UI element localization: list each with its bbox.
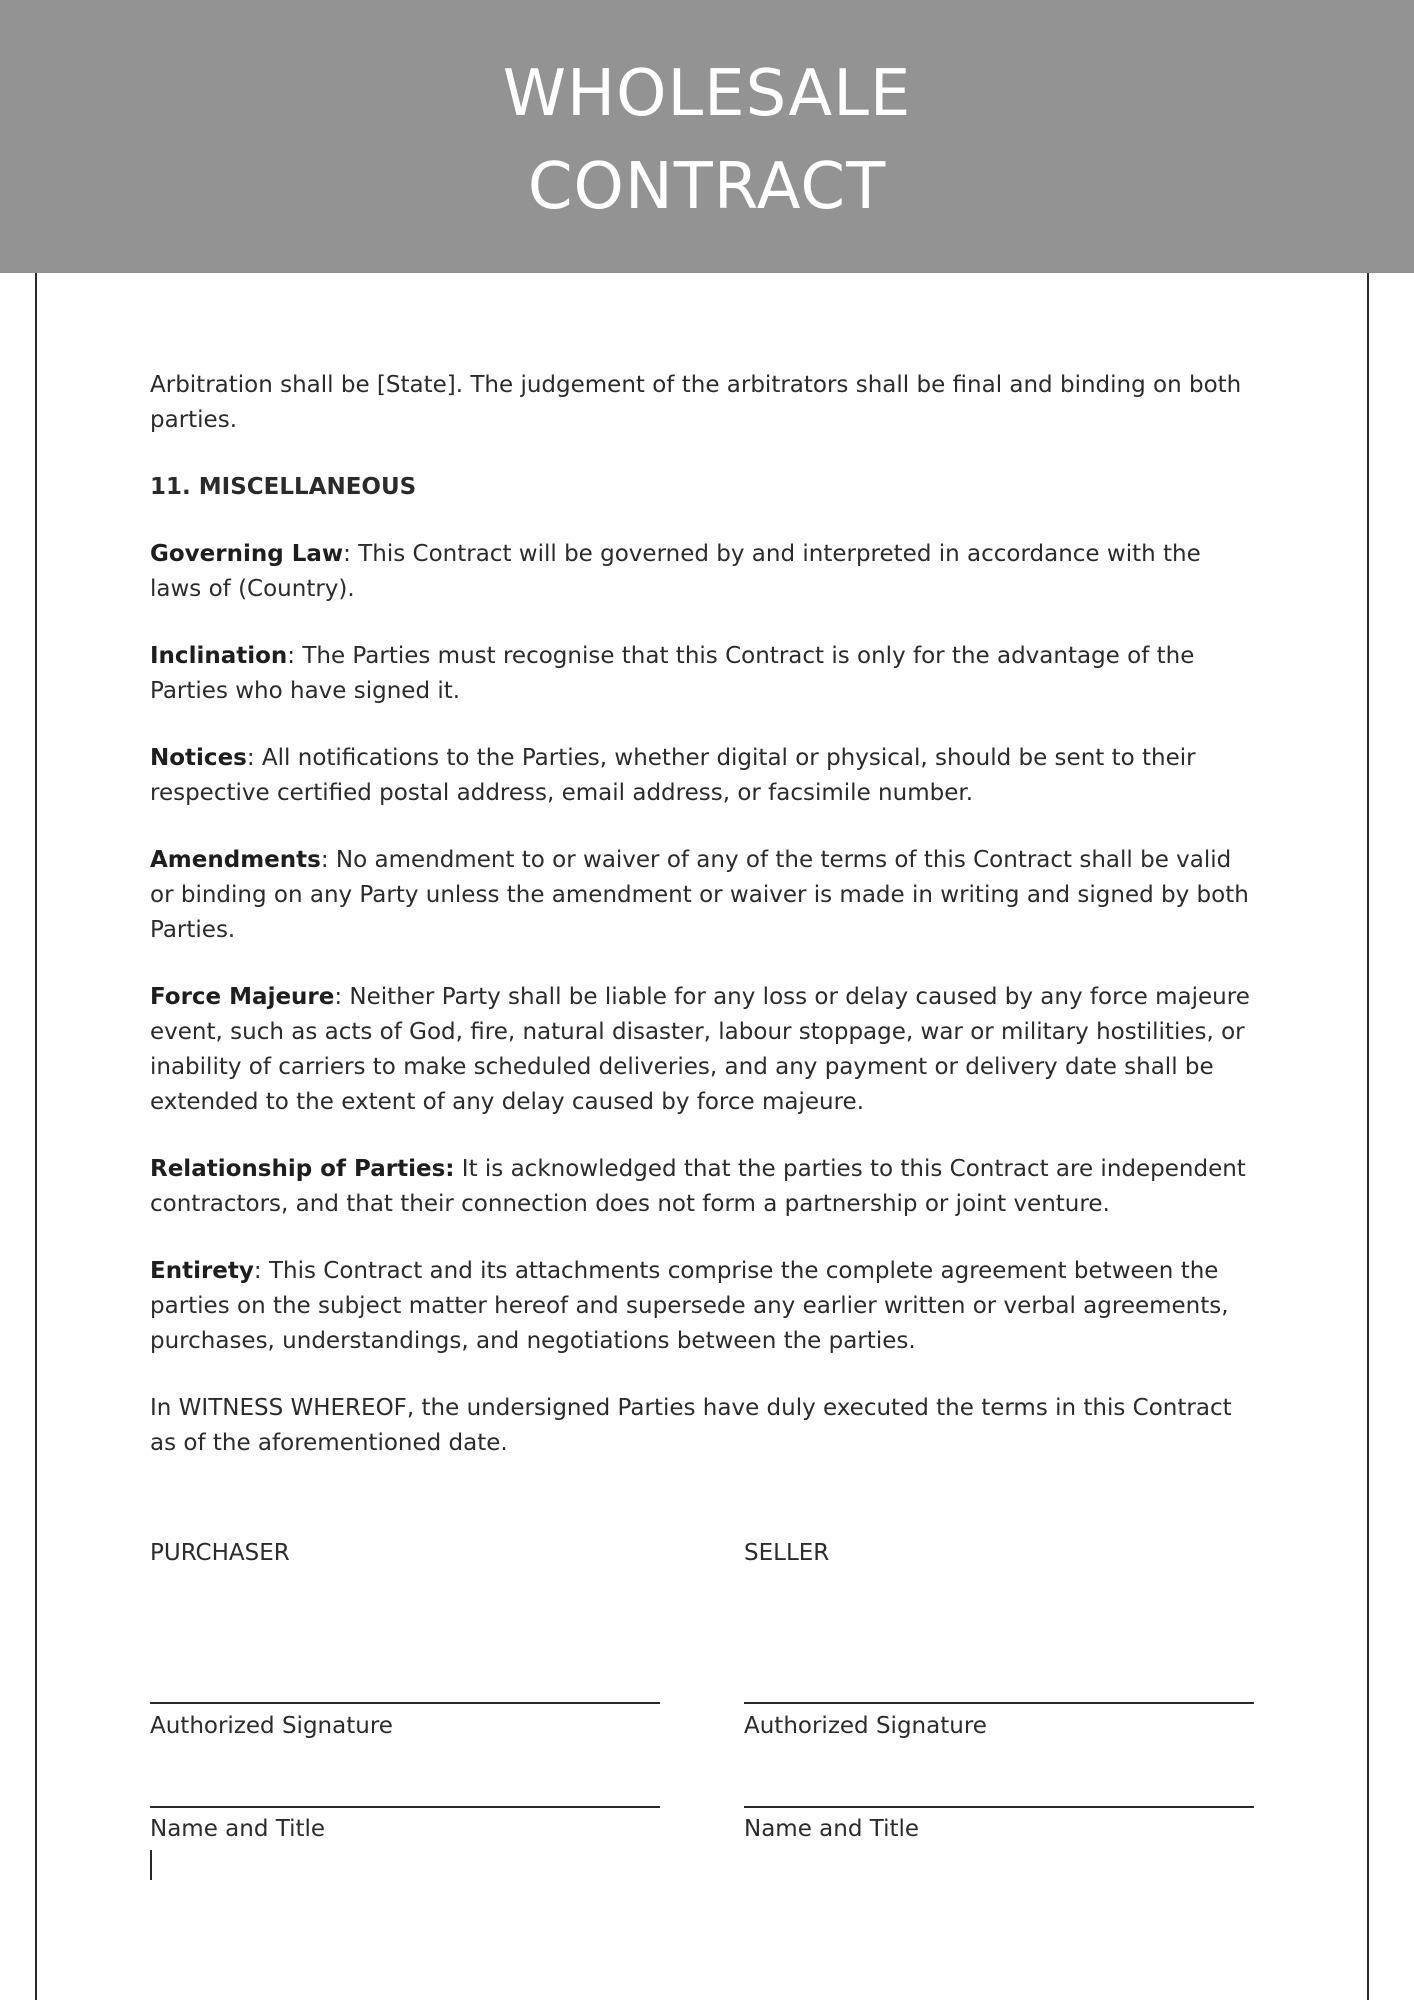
clause-separator: :	[246, 745, 255, 771]
clause-term: Relationship of Parties:	[150, 1156, 455, 1182]
clause-term: Inclination	[150, 643, 288, 669]
clause-term: Amendments	[150, 847, 321, 873]
clause-term: Governing Law	[150, 541, 344, 567]
seller-name-line[interactable]	[744, 1806, 1254, 1808]
seller-signature-line[interactable]	[744, 1702, 1254, 1704]
clause-force-majeure	[150, 980, 1250, 1120]
banner-title-line-1: WHOLESALE	[502, 57, 912, 131]
clause-term: Entirety	[150, 1258, 254, 1284]
document-body[interactable]	[150, 368, 1250, 1493]
clause-term: Force Majeure	[150, 984, 335, 1010]
purchaser-label: PURCHASER	[150, 1540, 290, 1566]
clause-separator: :	[287, 643, 296, 669]
clause-text: This Contract and its attachments comprise the complete agreement between the parties on the subject matter hereof and supersede any earlier written or verbal agreements, purchases, understandings, and negotiations between the parties.	[150, 1258, 1229, 1354]
clause-text: No amendment to or waiver of any of the terms of this Contract shall be valid or binding on any Party unless the amendment or waiver is made in writing and signed by both Parties.	[150, 847, 1249, 943]
seller-name-label: Name and Title	[744, 1816, 920, 1842]
purchaser-name-label: Name and Title	[150, 1816, 326, 1842]
clause-notices	[150, 741, 1250, 811]
purchaser-signature-label: Authorized Signature	[150, 1713, 393, 1739]
clause-text: This Contract will be governed by and interpreted in accordance with the laws of (Country).	[150, 541, 1201, 602]
clause-entirety	[150, 1254, 1250, 1359]
purchaser-name-line[interactable]	[150, 1806, 660, 1808]
seller-signature-label: Authorized Signature	[744, 1713, 987, 1739]
clause-separator: :	[320, 847, 329, 873]
seller-label: SELLER	[744, 1540, 830, 1566]
banner-title-line-2: CONTRACT	[527, 150, 887, 224]
clause-separator: :	[253, 1258, 262, 1284]
clause-separator: :	[343, 541, 351, 567]
clause-text: The Parties must recognise that this Contract is only for the advantage of the Parties who have signed it.	[150, 643, 1195, 704]
clause-inclination	[150, 639, 1250, 709]
clause-relationship-of-parties	[150, 1152, 1250, 1222]
title-banner	[0, 0, 1414, 273]
clause-separator: :	[334, 984, 343, 1010]
clause-governing-law	[150, 537, 1250, 607]
clause-text: Neither Party shall be liable for any loss or delay caused by any force majeure event, such as acts of God, fire, natural disaster, labour stoppage, war or military hostilities, or inability of carriers to make scheduled deliveries, and any payment or delivery date shall be extended to the extent of any delay caused by force majeure.	[150, 984, 1250, 1115]
clause-text: All notifications to the Parties, whether digital or physical, should be sent to their respective certified postal address, email address, or facsimile number.	[150, 745, 1196, 806]
page-border-left	[35, 273, 37, 2000]
arbitration-paragraph: Arbitration shall be [State]. The judgement of the arbitrators shall be final and binding on both parties.	[150, 372, 1242, 433]
witness-paragraph: In WITNESS WHEREOF, the undersigned Parties have duly executed the terms in this Contract as of the aforementioned date.	[150, 1395, 1232, 1456]
purchaser-signature-line[interactable]	[150, 1702, 660, 1704]
section-heading: 11. MISCELLANEOUS	[150, 474, 417, 500]
text-cursor	[150, 1850, 152, 1880]
clause-term: Notices	[150, 745, 247, 771]
page-border-right	[1367, 273, 1369, 2000]
clause-text: It is acknowledged that the parties to this Contract are independent contractors, and that their connection does not form a partnership or joint venture.	[150, 1156, 1246, 1217]
clause-amendments	[150, 843, 1250, 948]
